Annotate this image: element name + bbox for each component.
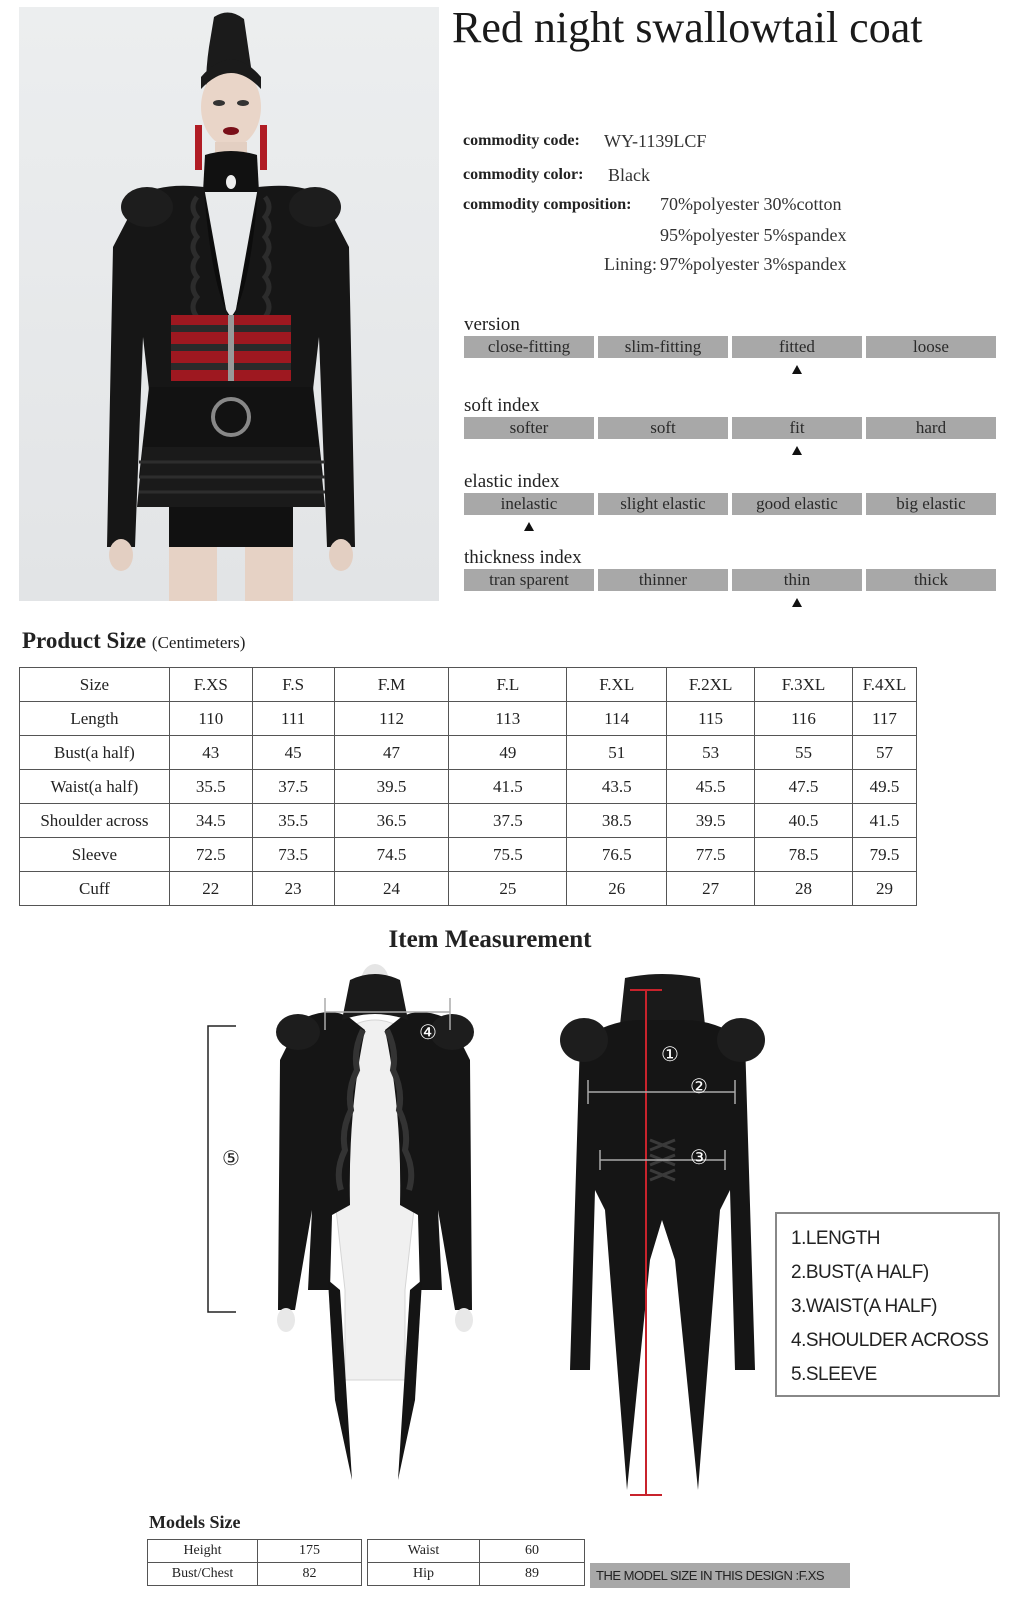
- table-cell: 47.5: [755, 770, 853, 804]
- table-cell: 110: [169, 702, 252, 736]
- row-label: Length: [20, 702, 170, 736]
- table-cell: 26: [567, 872, 667, 906]
- model-illustration: [19, 7, 439, 601]
- table-cell: 117: [852, 702, 916, 736]
- table-cell: 79.5: [852, 838, 916, 872]
- models-size-table-right: [367, 1539, 585, 1586]
- table-row: [368, 1540, 585, 1563]
- elastic-index-title: elastic index: [464, 471, 560, 492]
- table-cell: 41.5: [852, 804, 916, 838]
- version-option: close-fitting: [464, 336, 594, 358]
- header-cell: F.3XL: [755, 668, 853, 702]
- table-row: [148, 1540, 362, 1563]
- table-cell: 73.5: [252, 838, 334, 872]
- measurement-legend: [775, 1212, 1000, 1397]
- models-size-title: Models Size: [149, 1512, 241, 1532]
- table-header-row: [20, 668, 917, 702]
- soft-option: fit: [732, 417, 862, 439]
- table-cell: 35.5: [169, 770, 252, 804]
- table-cell: 39.5: [667, 804, 755, 838]
- legend-item: 4.SHOULDER ACROSS: [791, 1330, 989, 1351]
- commodity-color-label: commodity color:: [463, 166, 584, 183]
- table-cell: 112: [334, 702, 449, 736]
- composition-line-1: 70%polyester 30%cotton: [660, 194, 842, 214]
- lining-value: 97%polyester 3%spandex: [660, 254, 847, 274]
- models-size-table-left: [147, 1539, 362, 1586]
- marker-length: ①: [661, 1044, 679, 1066]
- waist-label: Waist: [368, 1540, 480, 1563]
- selected-marker-icon: [792, 446, 802, 455]
- item-measurement-title: Item Measurement: [388, 926, 592, 953]
- table-row: [20, 804, 917, 838]
- version-bar: [464, 336, 996, 358]
- elastic-index: [464, 471, 996, 515]
- legend-item: 2.BUST(A HALF): [791, 1262, 929, 1283]
- header-cell: Size: [20, 668, 170, 702]
- commodity-code-label: commodity code:: [463, 132, 580, 149]
- table-cell: 43.5: [567, 770, 667, 804]
- table-cell: 45: [252, 736, 334, 770]
- table-cell: 29: [852, 872, 916, 906]
- table-cell: 76.5: [567, 838, 667, 872]
- table-cell: 53: [667, 736, 755, 770]
- elastic-bar: [464, 493, 996, 515]
- hip-value: 89: [480, 1563, 585, 1586]
- elastic-option: big elastic: [866, 493, 996, 515]
- soft-bar: [464, 417, 996, 439]
- model-photo: [19, 7, 439, 601]
- composition-line-2: 95%polyester 5%spandex: [660, 225, 847, 245]
- model-size-note: THE MODEL SIZE IN THIS DESIGN :F.XS: [590, 1563, 850, 1588]
- row-label: Waist(a half): [20, 770, 170, 804]
- table-cell: 111: [252, 702, 334, 736]
- table-cell: 75.5: [449, 838, 567, 872]
- table-cell: 114: [567, 702, 667, 736]
- legend-item: 3.WAIST(A HALF): [791, 1296, 937, 1317]
- table-cell: 51: [567, 736, 667, 770]
- product-title: Red night swallowtail coat: [452, 3, 923, 52]
- table-cell: 78.5: [755, 838, 853, 872]
- table-cell: 36.5: [334, 804, 449, 838]
- table-cell: 25: [449, 872, 567, 906]
- header-cell: F.M: [334, 668, 449, 702]
- table-cell: 23: [252, 872, 334, 906]
- height-value: 175: [258, 1540, 362, 1563]
- version-index-title: version: [464, 314, 520, 335]
- row-label: Sleeve: [20, 838, 170, 872]
- soft-option: softer: [464, 417, 594, 439]
- thickness-index-title: thickness index: [464, 547, 582, 568]
- commodity-color-value: Black: [608, 165, 650, 185]
- table-row: [148, 1563, 362, 1586]
- table-cell: 55: [755, 736, 853, 770]
- marker-sleeve: ⑤: [222, 1148, 240, 1170]
- row-label: Shoulder across: [20, 804, 170, 838]
- bust-value: 82: [258, 1563, 362, 1586]
- table-cell: 37.5: [449, 804, 567, 838]
- front-view-illustration: [200, 960, 500, 1520]
- table-cell: 22: [169, 872, 252, 906]
- bust-label: Bust/Chest: [148, 1563, 258, 1586]
- elastic-option: good elastic: [732, 493, 862, 515]
- table-row: [20, 770, 917, 804]
- table-cell: 116: [755, 702, 853, 736]
- table-cell: 77.5: [667, 838, 755, 872]
- selected-marker-icon: [792, 598, 802, 607]
- version-option: loose: [866, 336, 996, 358]
- table-cell: 49.5: [852, 770, 916, 804]
- marker-waist: ③: [690, 1147, 708, 1169]
- height-label: Height: [148, 1540, 258, 1563]
- thickness-option: thinner: [598, 569, 728, 591]
- table-cell: 39.5: [334, 770, 449, 804]
- lining-label: Lining:: [604, 254, 657, 274]
- table-cell: 113: [449, 702, 567, 736]
- commodity-composition-label: commodity composition:: [463, 196, 632, 213]
- marker-shoulder: ④: [419, 1022, 437, 1044]
- soft-index-title: soft index: [464, 395, 540, 416]
- soft-option: hard: [866, 417, 996, 439]
- version-index: [464, 314, 996, 358]
- product-size-title: [22, 628, 245, 654]
- header-cell: F.S: [252, 668, 334, 702]
- table-row: [20, 702, 917, 736]
- row-label: Bust(a half): [20, 736, 170, 770]
- table-row: [20, 838, 917, 872]
- header-cell: F.L: [449, 668, 567, 702]
- selected-marker-icon: [792, 365, 802, 374]
- soft-index: [464, 395, 996, 439]
- table-cell: 34.5: [169, 804, 252, 838]
- table-cell: 115: [667, 702, 755, 736]
- table-cell: 35.5: [252, 804, 334, 838]
- table-cell: 24: [334, 872, 449, 906]
- waist-value: 60: [480, 1540, 585, 1563]
- header-cell: F.4XL: [852, 668, 916, 702]
- table-row: [368, 1563, 585, 1586]
- legend-item: 5.SLEEVE: [791, 1364, 877, 1385]
- header-cell: F.XS: [169, 668, 252, 702]
- hip-label: Hip: [368, 1563, 480, 1586]
- elastic-option: inelastic: [464, 493, 594, 515]
- table-row: [20, 872, 917, 906]
- table-cell: 57: [852, 736, 916, 770]
- elastic-option: slight elastic: [598, 493, 728, 515]
- table-cell: 28: [755, 872, 853, 906]
- table-cell: 40.5: [755, 804, 853, 838]
- table-row: [20, 736, 917, 770]
- thickness-option: tran sparent: [464, 569, 594, 591]
- commodity-code-value: WY-1139LCF: [604, 131, 707, 151]
- header-cell: F.XL: [567, 668, 667, 702]
- table-cell: 49: [449, 736, 567, 770]
- thickness-index: [464, 547, 996, 591]
- table-cell: 45.5: [667, 770, 755, 804]
- table-cell: 41.5: [449, 770, 567, 804]
- table-cell: 38.5: [567, 804, 667, 838]
- marker-bust: ②: [690, 1076, 708, 1098]
- table-cell: 27: [667, 872, 755, 906]
- table-cell: 72.5: [169, 838, 252, 872]
- version-option: slim-fitting: [598, 336, 728, 358]
- product-size-heading: Product Size: [22, 628, 147, 653]
- legend-item: 1.LENGTH: [791, 1228, 880, 1249]
- table-cell: 37.5: [252, 770, 334, 804]
- selected-marker-icon: [524, 522, 534, 531]
- product-size-table: [19, 667, 917, 906]
- table-cell: 47: [334, 736, 449, 770]
- header-cell: F.2XL: [667, 668, 755, 702]
- version-option: fitted: [732, 336, 862, 358]
- product-size-unit: (Centimeters): [151, 633, 246, 652]
- table-cell: 74.5: [334, 838, 449, 872]
- soft-option: soft: [598, 417, 728, 439]
- thickness-option: thin: [732, 569, 862, 591]
- thickness-bar: [464, 569, 996, 591]
- thickness-option: thick: [866, 569, 996, 591]
- row-label: Cuff: [20, 872, 170, 906]
- table-cell: 43: [169, 736, 252, 770]
